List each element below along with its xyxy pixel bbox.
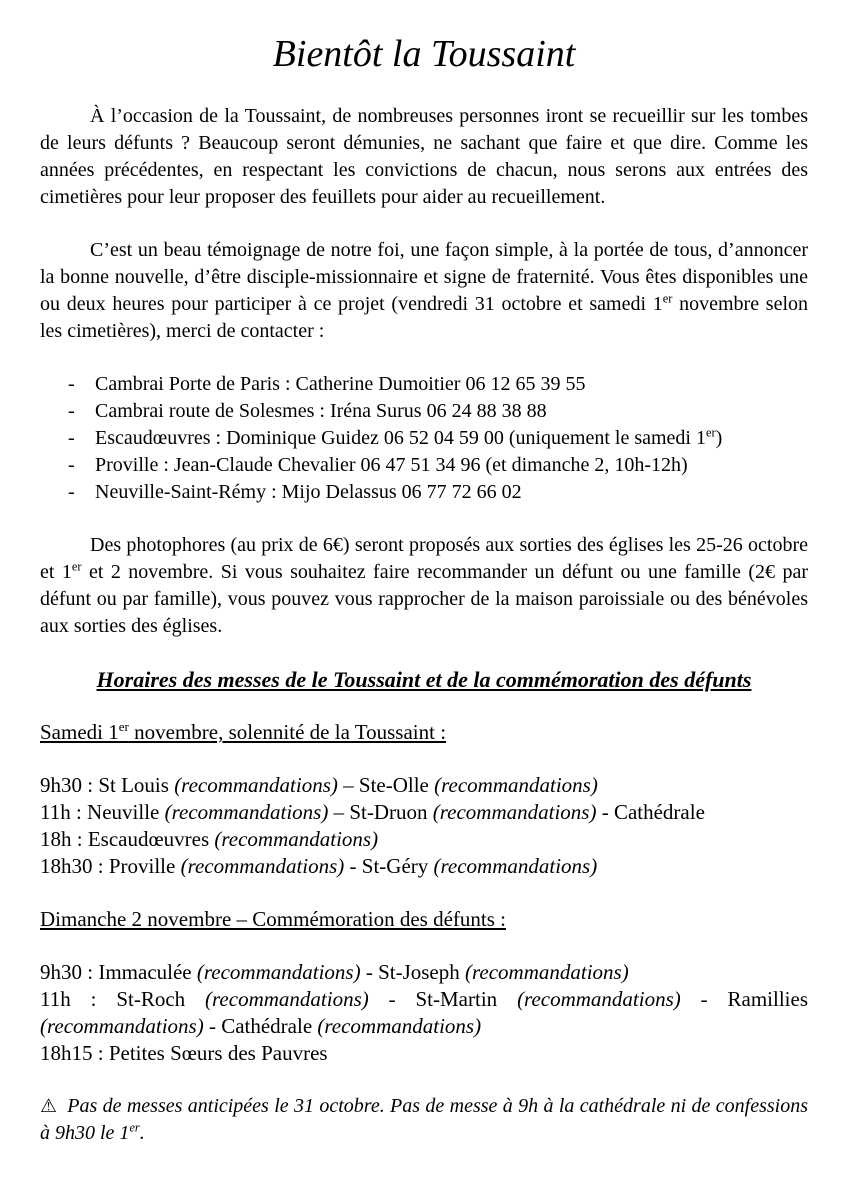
- recommandations-note: (recommandations): [40, 1014, 204, 1038]
- contact-item: [40, 425, 808, 452]
- text-run: ): [715, 427, 723, 449]
- text-run: - Cathédrale: [203, 1014, 318, 1038]
- dash-bullet: -: [68, 481, 75, 503]
- text-run: et 2 novembre. Si vous souhaitez faire recommander un défunt ou une famille (2€ par défunt ou par famille), vous pouvez vous rapprocher de la maison paroissiale ou des bénévoles aux sorties des églises.: [40, 561, 809, 637]
- contact-text: [95, 400, 547, 422]
- text-run: Proville : Jean-Claude Chevalier 06 47 51 34 96 (et dimanche 2, 10h-12h): [95, 454, 688, 476]
- contact-text: [95, 454, 688, 476]
- text-run: - St-Martin: [368, 987, 518, 1011]
- warning-text: [40, 1095, 808, 1144]
- sunday-heading: [40, 906, 808, 933]
- dash-bullet: -: [68, 400, 75, 422]
- recommandations-note: (recommandations): [465, 960, 629, 984]
- page-title: Bientôt la Toussaint: [272, 33, 576, 75]
- recommandations-note: (recommandations): [434, 773, 598, 797]
- ordinal-superscript: er: [129, 1120, 140, 1135]
- sunday-masses: [40, 959, 808, 1067]
- warning-icon: ⚠: [40, 1095, 58, 1117]
- photophores-paragraph: [40, 532, 808, 640]
- mass-line: [40, 959, 808, 986]
- text-run: – St-Druon: [328, 800, 433, 824]
- dash-bullet: -: [68, 373, 75, 395]
- text-run: - Cathédrale: [596, 800, 705, 824]
- text-run: 18h30 : Proville: [40, 854, 181, 878]
- dash-bullet: -: [68, 454, 75, 476]
- ordinal-superscript: er: [662, 291, 673, 306]
- text-run: - St-Joseph: [360, 960, 465, 984]
- document-page: [40, 31, 808, 1147]
- intro-paragraph: À l’occasion de la Toussaint, de nombreuses personnes iront se recueillir sur les tombes de leurs défunts ? Beaucoup seront démunies, ne sachant que faire et que dire. Comme les années précédentes, en respectant les convictions de chacun, nous serons aux entrées des cimetières pour leur proposer des feuillets pour aider au recueillement.: [40, 105, 808, 208]
- warning-note: [40, 1093, 808, 1147]
- mass-line: [40, 1040, 808, 1067]
- schedule-heading: Horaires des messes de le Toussaint et de la commémoration des défunts: [96, 667, 752, 692]
- mass-line: [40, 986, 808, 1040]
- text-run: novembre, solennité de la Toussaint :: [128, 720, 447, 744]
- ordinal-superscript: er: [706, 425, 716, 440]
- text-run: 18h15 : Petites Sœurs des Pauvres: [40, 1041, 328, 1065]
- saturday-masses: [40, 772, 808, 880]
- text-run: Neuville-Saint-Rémy : Mijo Delassus 06 77 72 66 02: [95, 481, 522, 503]
- text-run: Pas de messes anticipées le 31 octobre. Pas de messe à 9h à la cathédrale ni de confessions à 9h30 le 1: [40, 1095, 808, 1144]
- contact-text: [95, 373, 585, 395]
- text-run: 9h30 : St Louis: [40, 773, 175, 797]
- text-run: .: [139, 1122, 145, 1144]
- text-run: – Ste-Olle: [337, 773, 435, 797]
- recommandations-note: (recommandations): [180, 854, 345, 878]
- recommandations-note: (recommandations): [433, 854, 598, 878]
- recommandations-note: (recommandations): [205, 987, 369, 1011]
- recommandations-note: (recommandations): [196, 960, 361, 984]
- saturday-heading: [40, 719, 808, 746]
- text-run: Cambrai Porte de Paris : Catherine Dumoitier 06 12 65 39 55: [95, 373, 586, 395]
- mass-line: [40, 853, 808, 880]
- text-run: - St-Géry: [344, 854, 434, 878]
- text-run: novembre selon les cimetières), merci de contacter :: [40, 293, 809, 342]
- recommandations-note: (recommandations): [164, 800, 329, 824]
- text-run: C’est un beau témoignage de notre foi, une façon simple, à la portée de tous, d’annoncer la bonne nouvelle, d’être disciple-missionnaire et signe de fraternité. Vous êtes disponibles une ou deux heures pour participer à ce projet (vendredi 31 octobre et samedi 1: [40, 239, 808, 315]
- text-run: - Ramillies: [680, 987, 809, 1011]
- contact-text: [95, 427, 722, 449]
- contact-text: [95, 481, 522, 503]
- recommandations-note: (recommandations): [317, 1014, 482, 1038]
- text-run: 9h30 : Immaculée: [40, 960, 197, 984]
- text-run: Escaudœuvres : Dominique Guidez 06 52 04 59 00 (uniquement le samedi 1: [95, 427, 706, 449]
- contact-item: [40, 452, 808, 479]
- text-run: 18h : Escaudœuvres: [40, 827, 215, 851]
- recommandations-note: (recommandations): [214, 827, 379, 851]
- mass-line: [40, 799, 808, 826]
- contact-item: [40, 398, 808, 425]
- text-run: Cambrai route de Solesmes : Iréna Surus 06 24 88 38 88: [95, 400, 547, 422]
- text-run: Samedi 1: [40, 720, 119, 744]
- text-run: Des photophores (au prix de 6€) seront proposés aux sorties des églises les 25-26 octobre et 1: [40, 534, 808, 583]
- contacts-list: [40, 371, 808, 506]
- ordinal-superscript: er: [71, 559, 82, 574]
- mass-line: [40, 826, 808, 853]
- text-run: 11h : Neuville: [40, 800, 165, 824]
- text-run: Dimanche 2 novembre – Commémoration des défunts :: [40, 907, 506, 931]
- recommandations-note: (recommandations): [174, 773, 338, 797]
- contact-item: [40, 371, 808, 398]
- mass-line: [40, 772, 808, 799]
- ordinal-superscript: er: [118, 719, 129, 734]
- text-run: 11h : St-Roch: [40, 987, 206, 1011]
- contact-item: [40, 479, 808, 506]
- dash-bullet: -: [68, 427, 75, 449]
- recommandations-note: (recommandations): [517, 987, 681, 1011]
- recommandations-note: (recommandations): [432, 800, 597, 824]
- project-paragraph: [40, 237, 808, 345]
